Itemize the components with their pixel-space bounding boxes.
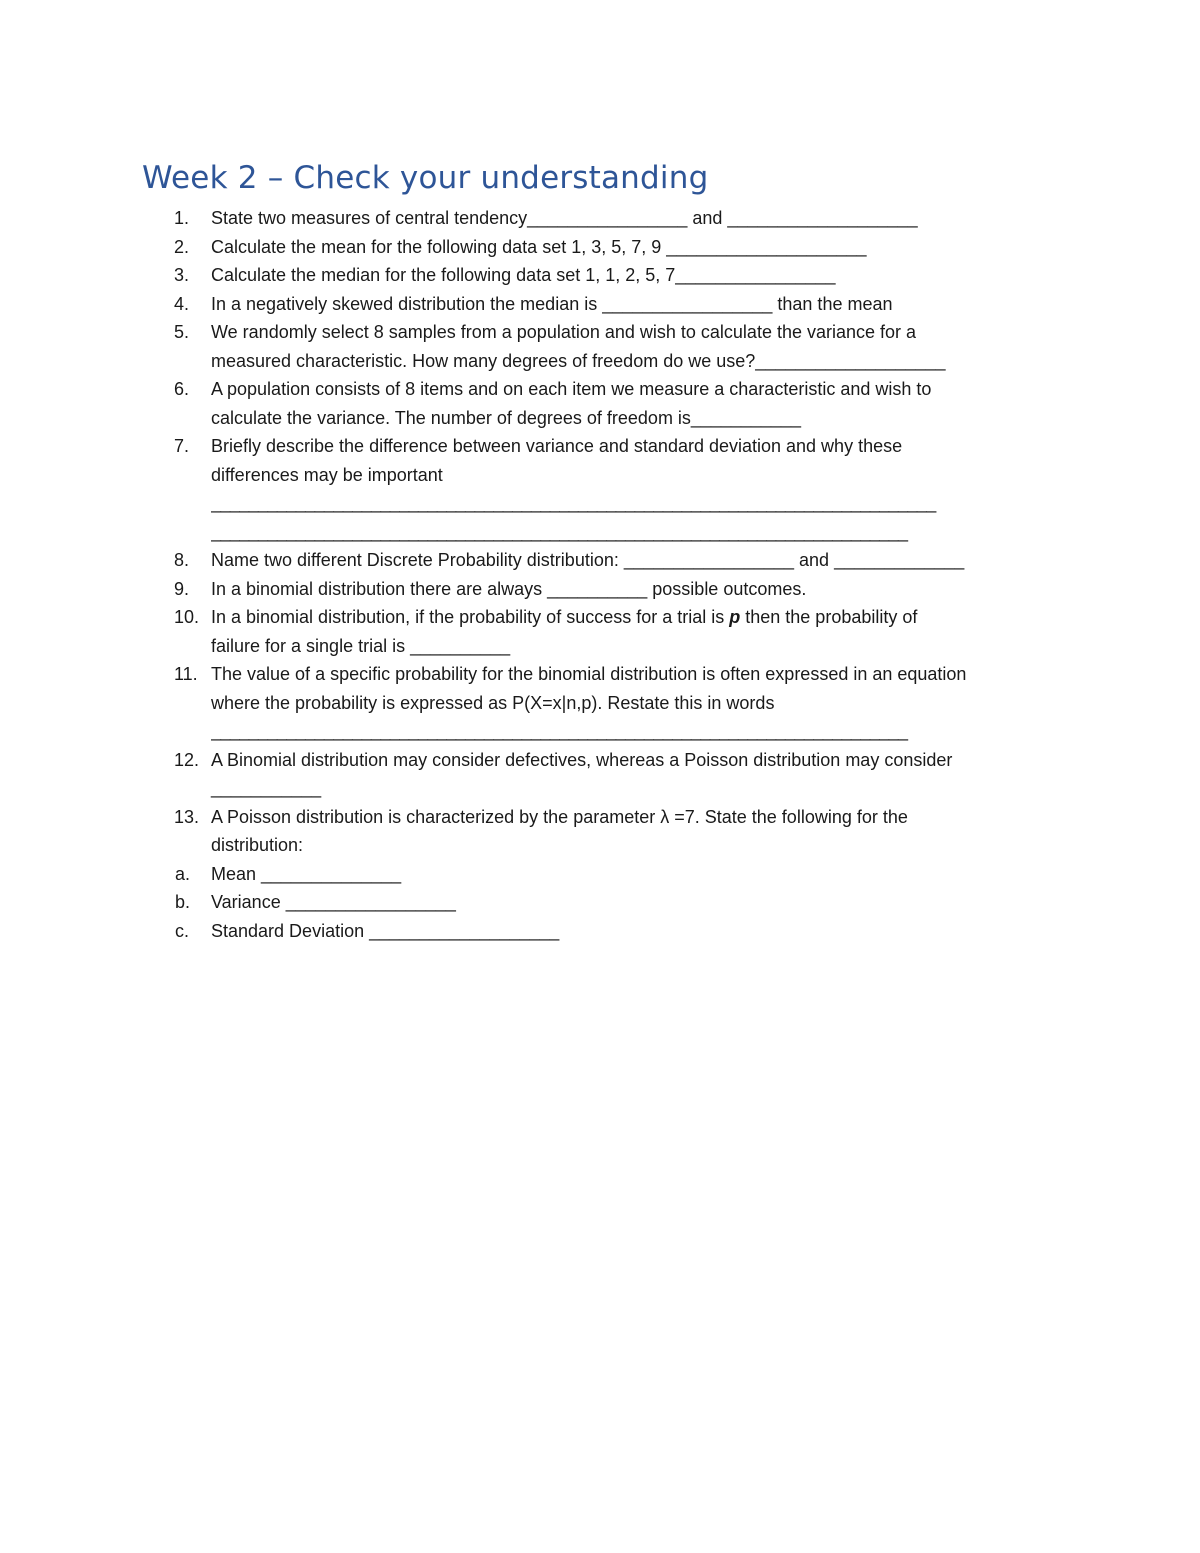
question-text: where the probability is expressed as P(X=x|n,p). Restate this in words <box>211 692 775 713</box>
answer-blank-line: ___________ <box>211 778 322 798</box>
question-number: 12. <box>174 749 200 770</box>
sub-question-list <box>140 860 1080 946</box>
question-number: 10. <box>174 607 200 627</box>
question-list <box>140 204 1080 945</box>
question-text-part: then the probability of <box>740 607 918 627</box>
question-text: We randomly select 8 samples from a population and wish to calculate the variance for a <box>211 322 917 342</box>
answer-blank-line: __________________________________________________________________________ <box>211 721 908 741</box>
sub-question-letter: b. <box>175 892 191 912</box>
answer-blank-line: _____________________________________________________________________________ <box>211 493 936 513</box>
question-text: Name two different Discrete Probability distribution: _________________ and _____________ <box>211 550 965 570</box>
question-item <box>140 204 1080 233</box>
question-text: calculate the variance. The number of degrees of freedom is___________ <box>211 407 802 428</box>
question-text: distribution: <box>211 835 304 855</box>
question-text: Calculate the median for the following data set 1, 1, 2, 5, 7________________ <box>211 265 836 285</box>
question-text: State two measures of central tendency________________ and ___________________ <box>211 208 918 228</box>
question-text: differences may be important <box>211 464 443 485</box>
question-number: 6. <box>174 379 190 399</box>
question-text: Briefly describe the difference between variance and standard deviation and why these <box>211 436 903 456</box>
answer-blank-line: __________________________________________________________________________ <box>211 521 908 542</box>
question-item <box>140 375 1080 432</box>
question-number: 9. <box>174 578 190 599</box>
question-number: 8. <box>174 550 190 570</box>
question-item <box>140 318 1080 375</box>
question-text: measured characteristic. How many degrees of freedom do we use?___________________ <box>211 350 946 371</box>
question-text: failure for a single trial is __________ <box>211 635 511 656</box>
question-number: 2. <box>174 236 190 257</box>
question-item <box>140 432 1080 546</box>
question-text: Calculate the mean for the following data set 1, 3, 5, 7, 9 ____________________ <box>211 236 867 257</box>
question-text: In a negatively skewed distribution the median is _________________ than the mean <box>211 293 893 314</box>
sub-question-letter: a. <box>175 863 191 884</box>
question-item <box>140 546 1080 575</box>
sub-question-text: Standard Deviation ___________________ <box>211 920 560 941</box>
question-number: 1. <box>174 208 190 228</box>
question-item <box>140 803 1080 860</box>
sub-question-text: Mean ______________ <box>211 863 402 884</box>
question-number: 7. <box>174 436 190 456</box>
sub-question-item <box>140 917 1080 946</box>
sub-question-text: Variance _________________ <box>211 892 456 912</box>
question-number: 3. <box>174 265 190 285</box>
page-title: Week 2 – Check your understanding <box>142 160 709 196</box>
question-item <box>140 575 1080 604</box>
question-item <box>140 261 1080 290</box>
sub-question-item <box>140 860 1080 889</box>
question-text: A population consists of 8 items and on each item we measure a characteristic and wish to <box>211 379 932 399</box>
question-text <box>211 603 1080 632</box>
question-number: 13. <box>174 806 200 827</box>
question-text: In a binomial distribution there are always __________ possible outcomes. <box>211 578 807 599</box>
question-item <box>140 290 1080 319</box>
sub-question-letter: c. <box>175 920 190 941</box>
probability-variable: p <box>729 607 741 627</box>
question-text: The value of a specific probability for the binomial distribution is often expressed in an equation <box>211 664 967 684</box>
question-number: 11. <box>174 664 198 684</box>
question-text: A Binomial distribution may consider defectives, whereas a Poisson distribution may consider <box>211 749 953 770</box>
question-item <box>140 233 1080 262</box>
question-text-part: In a binomial distribution, if the probability of success for a trial is <box>211 607 730 627</box>
question-item <box>140 660 1080 746</box>
question-item <box>140 746 1080 803</box>
question-number: 5. <box>174 322 190 342</box>
question-item <box>140 603 1080 660</box>
sub-question-item <box>140 888 1080 917</box>
question-number: 4. <box>174 293 190 314</box>
question-text: A Poisson distribution is characterized by the parameter λ =7. State the following for the <box>211 806 908 827</box>
